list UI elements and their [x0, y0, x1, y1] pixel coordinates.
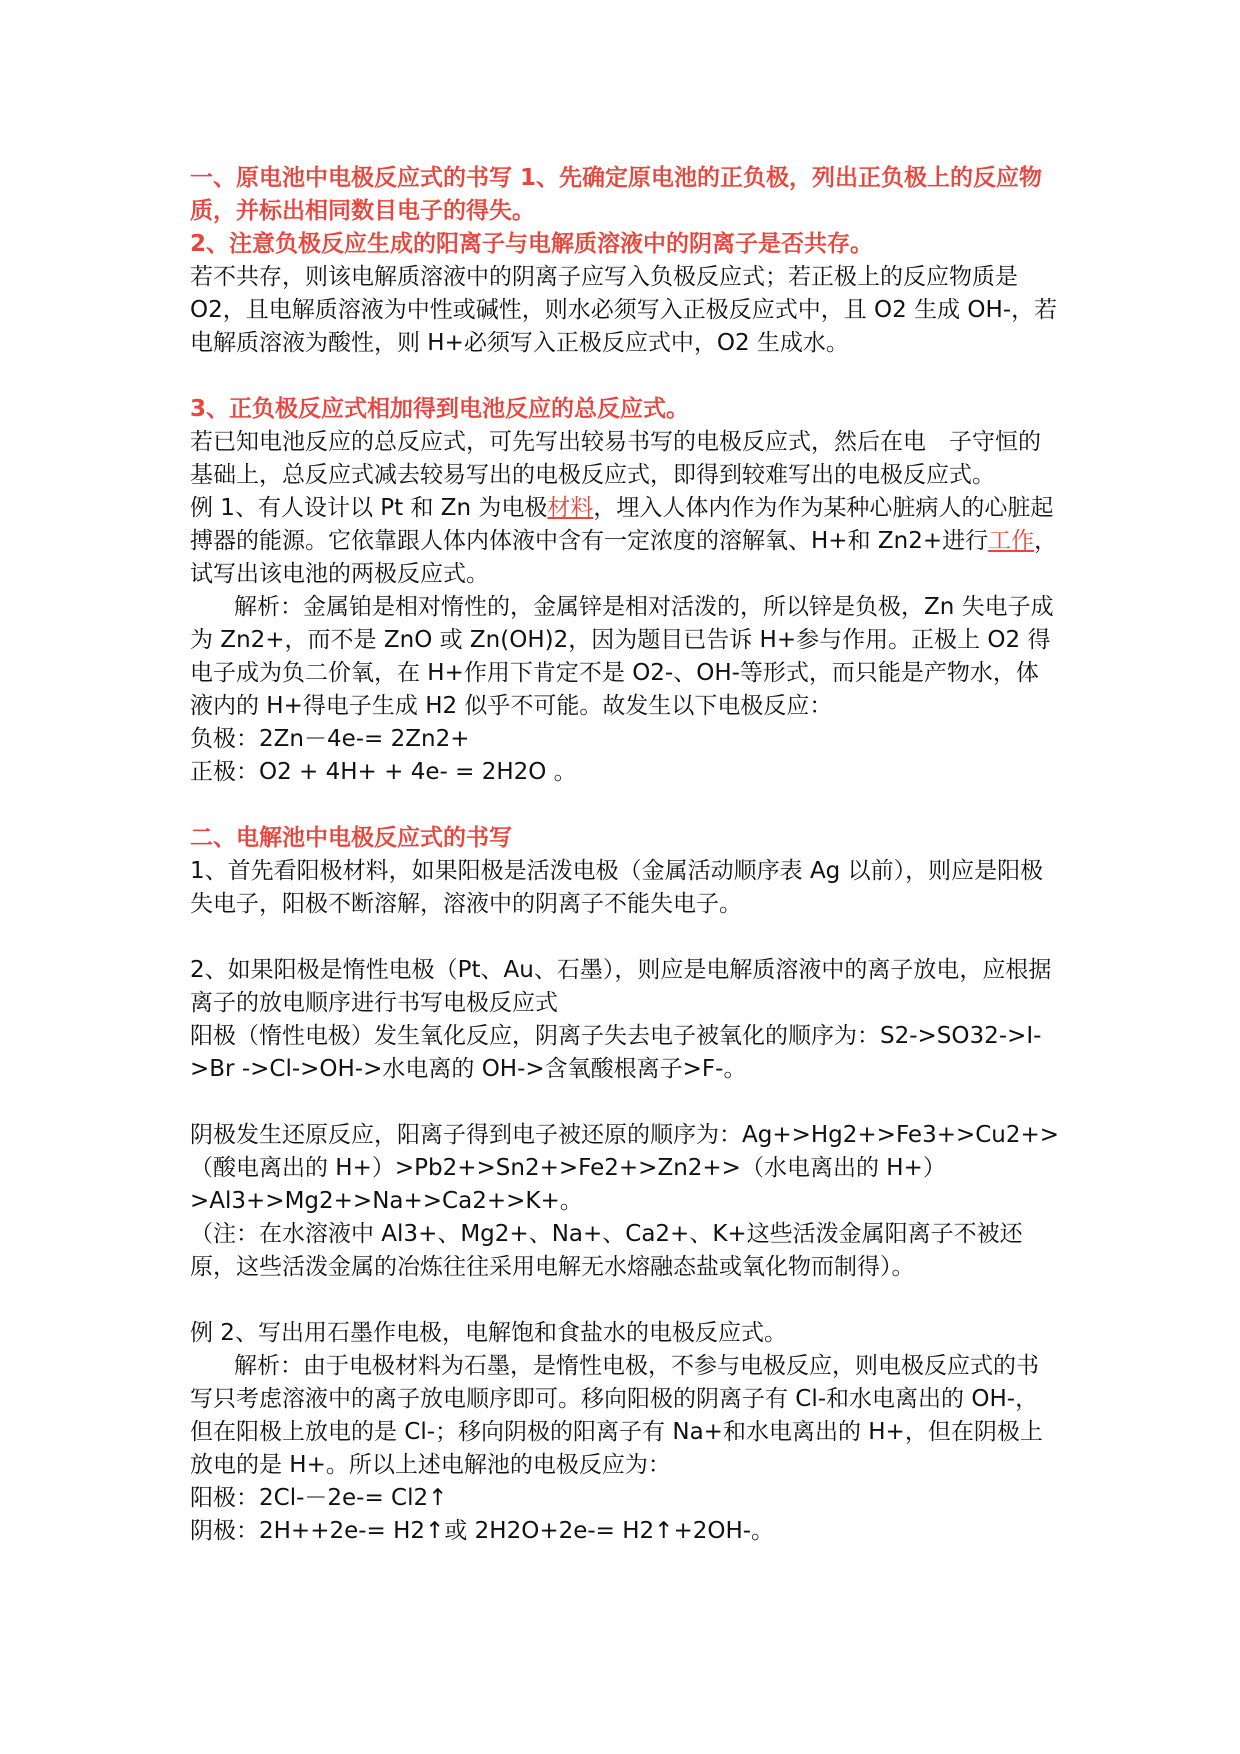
- section1-point3: 3、正负极反应式相加得到电池反应的总反应式。: [190, 396, 690, 422]
- materials-link[interactable]: 材料: [547, 495, 594, 521]
- example2: 例 2、写出用石墨作电极，电解饱和食盐水的电极反应式。: [190, 1320, 787, 1346]
- work-link[interactable]: 工作: [988, 528, 1035, 554]
- section1-heading: 一、原电池中电极反应式的书写 1、先确定原电池的正负极，列出正负极上的反应物质，并标出相同数目电子的得失。: [190, 165, 1043, 224]
- anode-order: 阳极（惰性电极）发生氧化反应，阴离子失去电子被氧化的顺序为：S2->SO32->I->Br ->Cl->OH->水电离的 OH->含氧酸根离子>F-。: [190, 1023, 1042, 1082]
- example2-analysis: 解析：由于电极材料为石墨，是惰性电极，不参与电极反应，则电极反应式的书写只考虑溶液中的离子放电顺序即可。移向阳极的阴离子有 Cl-和水电离出的 OH-，但在阳极上放电的是 Cl-；移向阴极的阳离子有 Na+和水电离出的 H+，但在阴极上放电的是 H+。所以上述电解池的电极反应为：: [190, 1353, 1043, 1478]
- section1-point2: 2、注意负极反应生成的阳离子与电解质溶液中的阴离子是否共存。: [190, 231, 874, 257]
- example1-text-a: 例 1、有人设计以 Pt 和 Zn 为电极: [190, 495, 548, 521]
- positive-electrode-equation: 正极：O2 + 4H+ + 4e- = 2H2O 。: [190, 759, 577, 785]
- example1-text-b: ，埋入人体内作为作为某种心脏病人的心脏起搏器的能源。它依靠跟人体内体液中含有一定浓度的溶解氧、H+和 Zn2+进行: [190, 495, 1054, 554]
- note: （注：在水溶液中 Al3+、Mg2+、Na+、Ca2+、K+这些活泼金属阳离子不被还原，这些活泼金属的冶炼往往采用电解无水熔融态盐或氧化物而制得）。: [190, 1221, 1023, 1280]
- example1-text-c: ，试写出该电池的两极反应式。: [190, 528, 1058, 587]
- negative-electrode-equation: 负极：2Zn－4e-= 2Zn2+: [190, 726, 470, 752]
- anode-equation: 阳极：2Cl-－2e-= Cl2↑: [190, 1485, 448, 1511]
- cathode-equation: 阴极：2H++2e-= H2↑或 2H2O+2e-= H2↑+2OH-。: [190, 1518, 775, 1544]
- example1: [190, 492, 1060, 591]
- cathode-order: 阴极发生还原反应，阳离子得到电子被还原的顺序为：Ag+>Hg2+>Fe3+>Cu2+>（酸电离出的 H+）>Pb2+>Sn2+>Fe2+>Zn2+>（水电离出的 H+）>Al3+>Mg2+>Na+>Ca2+>K+。: [190, 1122, 1060, 1214]
- document-body: [190, 162, 1060, 1548]
- section2-heading: 二、电解池中电极反应式的书写: [190, 825, 512, 851]
- section1-para1: 若不共存，则该电解质溶液中的阴离子应写入负极反应式；若正极上的反应物质是 O2，且电解质溶液为中性或碱性，则水必须写入正极反应式中，且 O2 生成 OH-，若电解质溶液为酸性，则 H+必须写入正极反应式中，O2 生成水。: [190, 264, 1058, 356]
- section2-para1: 1、首先看阳极材料，如果阳极是活泼电极（金属活动顺序表 Ag 以前），则应是阳极失电子，阳极不断溶解，溶液中的阴离子不能失电子。: [190, 858, 1044, 917]
- section2-para2: 2、如果阳极是惰性电极（Pt、Au、石墨），则应是电解质溶液中的离子放电，应根据离子的放电顺序进行书写电极反应式: [190, 957, 1052, 1016]
- section1-para2: 若已知电池反应的总反应式，可先写出较易书写的电极反应式，然后在电 子守恒的基础上，总反应式减去较易写出的电极反应式，即得到较难写出的电极反应式。: [190, 429, 1041, 488]
- example1-analysis: 解析：金属铂是相对惰性的，金属锌是相对活泼的，所以锌是负极，Zn 失电子成为 Zn2+，而不是 ZnO 或 Zn(OH)2，因为题目已告诉 H+参与作用。正极上 O2 得电子成为负二价氧，在 H+作用下肯定不是 O2-、OH-等形式，而只能是产物水，体液内的 H+得电子生成 H2 似乎不可能。故发生以下电极反应：: [190, 594, 1054, 719]
